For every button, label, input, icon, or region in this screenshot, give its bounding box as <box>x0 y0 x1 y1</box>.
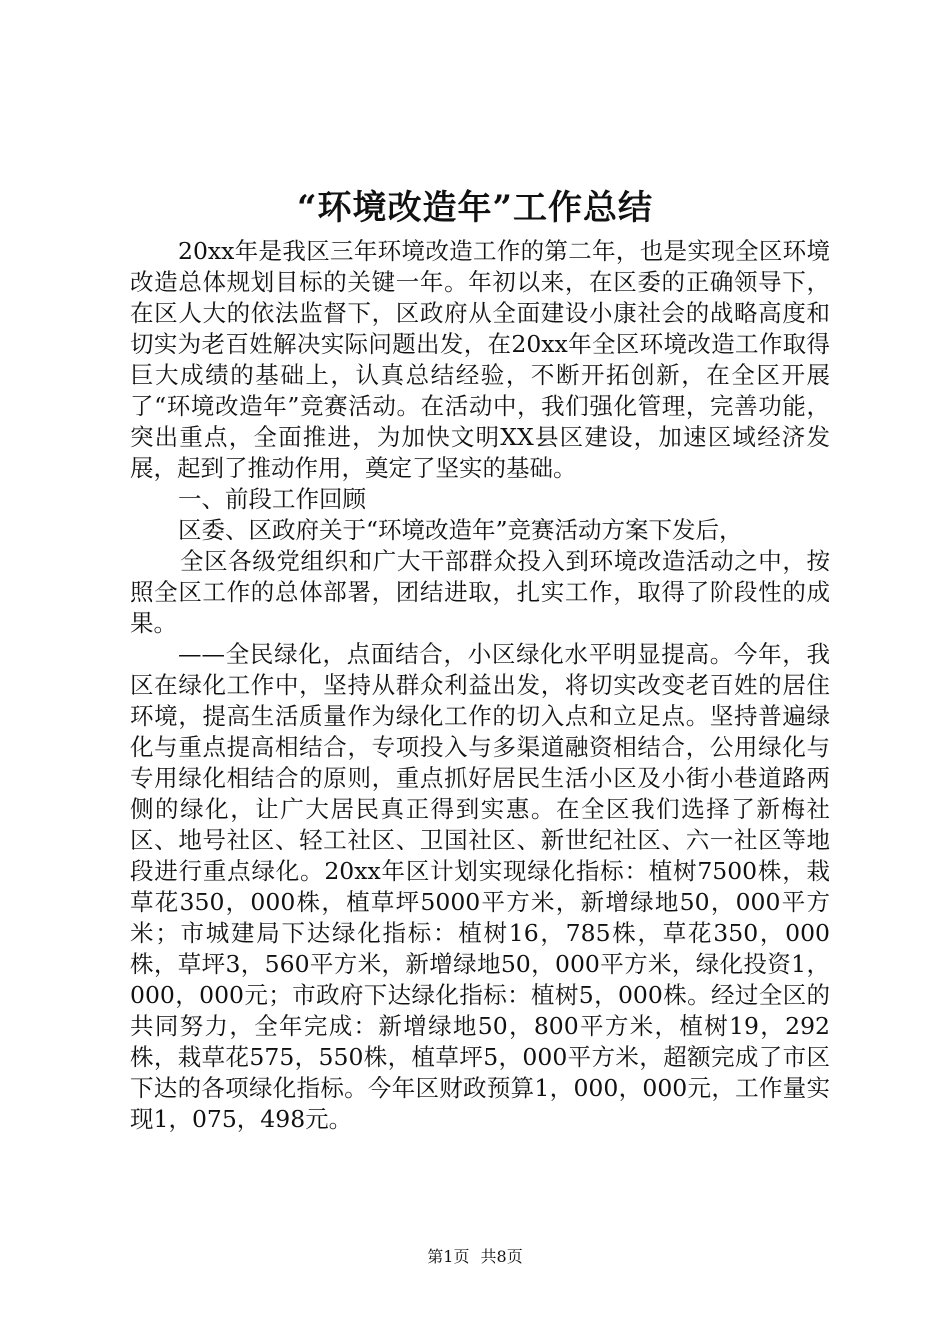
paragraph-plan-issued: 区委、区政府关于“环境改造年”竞赛活动方案下发后， <box>178 516 743 544</box>
page-total: 共8页 <box>480 1247 523 1266</box>
paragraph-phase-results: 全区各级党组织和广大干部群众投入到环境改造活动之中，按照全区工作的总体部署，团结进取，扎实工作，取得了阶段性的成果。 <box>130 547 830 637</box>
section-heading-review: 一、前段工作回顾 <box>178 485 366 513</box>
document-body <box>130 236 830 1135</box>
paragraph-greening: ——全民绿化，点面结合，小区绿化水平明显提高。今年，我区在绿化工作中，坚持从群众利益出发，将切实改变老百姓的居住环境，提高生活质量作为绿化工作的切入点和立足点。坚持普遍绿化与重点提高相结合，专项投入与多渠道融资相结合，公用绿化与专用绿化相结合的原则，重点抓好居民生活小区及小街小巷道路两侧的绿化，让广大居民真正得到实惠。在全区我们选择了新梅社区、地号社区、轻工社区、卫国社区、新世纪社区、六一社区等地段进行重点绿化。20xx年区计划实现绿化指标：植树7500株，栽草花350，000株，植草坪5000平方米，新增绿地50，000平方米；市城建局下达绿化指标：植树16，785株，草花350，000株，草坪3，560平方米，新增绿地50，000平方米，绿化投资1，000，000元；市政府下达绿化指标：植树5，000株。经过全区的共同努力，全年完成：新增绿地50，800平方米，植树19，292株，栽草花575，550株，植草坪5，000平方米，超额完成了市区下达的各项绿化指标。今年区财政预算1，000，000元，工作量实现1，075，498元。 <box>130 640 830 1133</box>
page-number: 第1页 <box>427 1247 470 1266</box>
page-footer <box>0 1246 950 1268</box>
document-title: “环境改造年”工作总结 <box>296 188 654 228</box>
paragraph-intro: 20xx年是我区三年环境改造工作的第二年，也是实现全区环境改造总体规划目标的关键一年。年初以来，在区委的正确领导下，在区人大的依法监督下，区政府从全面建设小康社会的战略高度和切实为老百姓解决实际问题出发，在20xx年全区环境改造工作取得巨大成绩的基础上，认真总结经验，不断开拓创新，在全区开展了“环境改造年”竞赛活动。在活动中，我们强化管理，完善功能，突出重点，全面推进，为加快文明XX县区建设，加速区域经济发展，起到了推动作用，奠定了坚实的基础。 <box>130 237 830 482</box>
